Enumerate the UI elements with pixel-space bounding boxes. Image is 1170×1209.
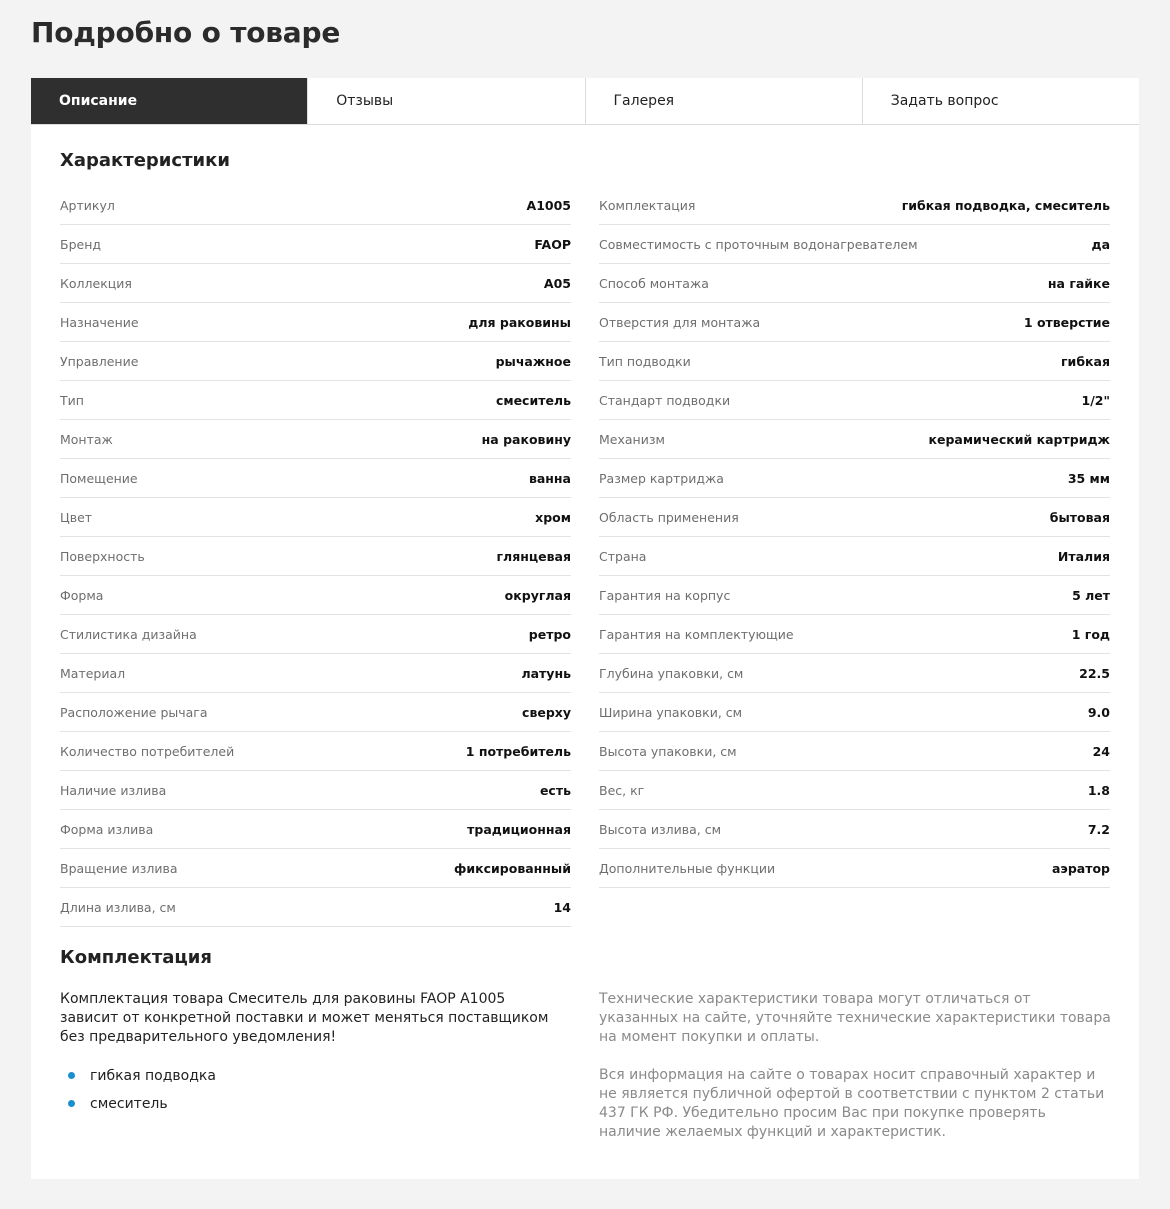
spec-value: FAOP bbox=[534, 236, 571, 252]
spec-value: сверху bbox=[522, 704, 571, 720]
spec-row bbox=[60, 381, 571, 420]
spec-label: Длина излива, см bbox=[60, 899, 176, 915]
spec-row bbox=[60, 810, 571, 849]
list-item-label: гибкая подводка bbox=[90, 1068, 216, 1084]
spec-row bbox=[60, 693, 571, 732]
tab-ask-question[interactable]: Задать вопрос bbox=[890, 93, 999, 109]
spec-value: 35 мм bbox=[1067, 470, 1110, 486]
spec-row bbox=[60, 303, 571, 342]
spec-label: Бренд bbox=[60, 236, 102, 252]
spec-row bbox=[60, 888, 571, 927]
spec-value: бытовая bbox=[1049, 509, 1110, 525]
spec-label: Область применения bbox=[599, 509, 739, 525]
spec-row bbox=[60, 576, 571, 615]
spec-row bbox=[599, 849, 1110, 888]
spec-value: 1 год bbox=[1071, 626, 1110, 642]
list-item-label: смеситель bbox=[90, 1096, 168, 1112]
list-item bbox=[60, 1064, 216, 1092]
disclaimer-specs: Технические характеристики товара могут отличаться от указанных на сайте, уточняйте технические характеристики товара на момент покупки и оплаты. bbox=[599, 991, 1111, 1045]
spec-row bbox=[599, 186, 1110, 225]
spec-label: Способ монтажа bbox=[599, 275, 709, 291]
tab-reviews[interactable]: Отзывы bbox=[308, 78, 585, 124]
spec-label: Форма излива bbox=[60, 821, 154, 837]
spec-label: Цвет bbox=[60, 509, 93, 525]
list-item bbox=[60, 1092, 216, 1120]
spec-value: 7.2 bbox=[1087, 821, 1110, 837]
tab-bar bbox=[31, 78, 1139, 125]
spec-row bbox=[60, 264, 571, 303]
spec-label: Коллекция bbox=[60, 275, 132, 291]
spec-value: да bbox=[1091, 236, 1110, 252]
kit-description: Комплектация товара Смеситель для раковины FAOP A1005 зависит от конкретной поставки и может меняться поставщиком без предварительного уведомления! bbox=[60, 991, 549, 1045]
spec-row bbox=[60, 654, 571, 693]
spec-row bbox=[599, 732, 1110, 771]
tab-description[interactable]: Описание bbox=[31, 78, 308, 124]
spec-label: Стандарт подводки bbox=[599, 392, 731, 408]
spec-label: Тип bbox=[60, 392, 84, 408]
spec-value: 9.0 bbox=[1087, 704, 1110, 720]
spec-value: керамический картридж bbox=[928, 431, 1110, 447]
spec-row bbox=[599, 693, 1110, 732]
spec-row bbox=[599, 576, 1110, 615]
spec-value: 24 bbox=[1092, 743, 1110, 759]
spec-label: Механизм bbox=[599, 431, 665, 447]
spec-row bbox=[60, 849, 571, 888]
spec-value: на раковину bbox=[481, 431, 571, 447]
spec-label: Гарантия на комплектующие bbox=[599, 626, 794, 642]
spec-label: Комплектация bbox=[599, 197, 696, 213]
spec-row bbox=[60, 225, 571, 264]
spec-row bbox=[599, 498, 1110, 537]
spec-row bbox=[60, 537, 571, 576]
spec-row bbox=[60, 732, 571, 771]
spec-label: Вес, кг bbox=[599, 782, 645, 798]
specs-column-right bbox=[599, 186, 1110, 888]
spec-value: смеситель bbox=[495, 392, 571, 408]
tab-gallery[interactable]: Галерея bbox=[586, 78, 863, 124]
spec-row bbox=[60, 459, 571, 498]
spec-row bbox=[599, 654, 1110, 693]
spec-value: рычажное bbox=[495, 353, 571, 369]
spec-value: Италия bbox=[1057, 548, 1110, 564]
spec-label: Страна bbox=[599, 548, 647, 564]
spec-row bbox=[599, 771, 1110, 810]
bullet-icon bbox=[68, 1100, 75, 1107]
description-panel bbox=[31, 125, 1139, 1179]
spec-value: ретро bbox=[528, 626, 571, 642]
spec-row bbox=[599, 537, 1110, 576]
spec-value: округлая bbox=[504, 587, 571, 603]
spec-label: Высота упаковки, см bbox=[599, 743, 737, 759]
spec-value: A05 bbox=[543, 275, 571, 291]
spec-row bbox=[60, 420, 571, 459]
spec-row bbox=[599, 342, 1110, 381]
spec-label: Высота излива, см bbox=[599, 821, 722, 837]
spec-value: латунь bbox=[521, 665, 571, 681]
spec-value: 5 лет bbox=[1072, 587, 1110, 603]
spec-value: ванна bbox=[528, 470, 571, 486]
spec-label: Артикул bbox=[60, 197, 115, 213]
page-title: Подробно о товаре bbox=[31, 16, 341, 49]
spec-value: глянцевая bbox=[496, 548, 571, 564]
spec-label: Управление bbox=[60, 353, 139, 369]
spec-label: Гарантия на корпус bbox=[599, 587, 731, 603]
spec-label: Глубина упаковки, см bbox=[599, 665, 744, 681]
spec-row bbox=[599, 459, 1110, 498]
spec-label: Размер картриджа bbox=[599, 470, 724, 486]
spec-row bbox=[599, 615, 1110, 654]
spec-value: фиксированный bbox=[453, 860, 571, 876]
spec-row bbox=[599, 225, 1110, 264]
spec-value: аэратор bbox=[1051, 860, 1110, 876]
spec-row bbox=[60, 342, 571, 381]
spec-value: 1.8 bbox=[1087, 782, 1110, 798]
spec-label: Ширина упаковки, см bbox=[599, 704, 743, 720]
spec-value: для раковины bbox=[468, 314, 571, 330]
bullet-icon bbox=[68, 1072, 75, 1079]
spec-row bbox=[599, 810, 1110, 849]
spec-row bbox=[599, 381, 1110, 420]
spec-row bbox=[60, 498, 571, 537]
spec-label: Расположение рычага bbox=[60, 704, 208, 720]
spec-value: традиционная bbox=[467, 821, 571, 837]
spec-label: Количество потребителей bbox=[60, 743, 235, 759]
spec-value: хром bbox=[535, 509, 571, 525]
spec-row bbox=[60, 186, 571, 225]
spec-value: есть bbox=[539, 782, 571, 798]
spec-label: Материал bbox=[60, 665, 126, 681]
spec-row bbox=[60, 615, 571, 654]
spec-row bbox=[60, 771, 571, 810]
spec-value: 22.5 bbox=[1079, 665, 1110, 681]
spec-label: Отверстия для монтажа bbox=[599, 314, 761, 330]
kit-heading: Комплектация bbox=[60, 947, 212, 968]
spec-value: A1005 bbox=[526, 197, 571, 213]
spec-row bbox=[599, 420, 1110, 459]
spec-label: Назначение bbox=[60, 314, 139, 330]
spec-value: гибкая bbox=[1061, 353, 1110, 369]
spec-value: 1/2" bbox=[1081, 392, 1110, 408]
spec-label: Совместимость с проточным водонагревателем bbox=[599, 236, 918, 252]
spec-value: гибкая подводка, смеситель bbox=[901, 197, 1110, 213]
spec-label: Поверхность bbox=[60, 548, 145, 564]
specs-column-left bbox=[60, 186, 571, 927]
disclaimer-offer: Вся информация на сайте о товарах носит справочный характер и не является публичной офертой в соответствии с пунктом 2 статьи 437 ГК РФ. Убедительно просим Вас при покупке проверять наличие желаемых функций и характеристик. bbox=[599, 1067, 1105, 1140]
spec-value: 1 отверстие bbox=[1023, 314, 1110, 330]
specs-heading: Характеристики bbox=[60, 150, 230, 171]
kit-list bbox=[60, 1064, 216, 1120]
spec-label: Дополнительные функции bbox=[599, 860, 776, 876]
spec-label: Наличие излива bbox=[60, 782, 167, 798]
spec-label: Тип подводки bbox=[599, 353, 691, 369]
spec-value: 14 bbox=[553, 899, 571, 915]
spec-row bbox=[599, 264, 1110, 303]
spec-label: Помещение bbox=[60, 470, 138, 486]
spec-label: Монтаж bbox=[60, 431, 113, 447]
spec-label: Стилистика дизайна bbox=[60, 626, 197, 642]
spec-label: Форма bbox=[60, 587, 104, 603]
spec-label: Вращение излива bbox=[60, 860, 178, 876]
spec-value: на гайке bbox=[1047, 275, 1110, 291]
spec-row bbox=[599, 303, 1110, 342]
spec-value: 1 потребитель bbox=[465, 743, 571, 759]
